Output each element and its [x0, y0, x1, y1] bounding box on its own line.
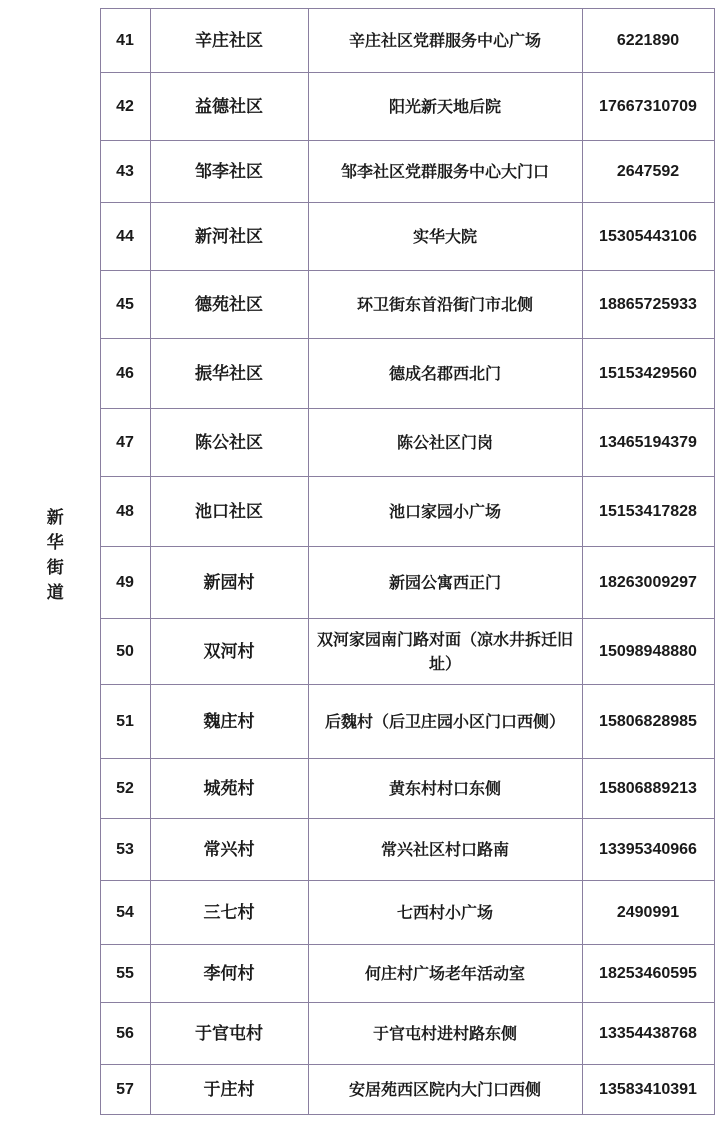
contact-phone: 2647592	[582, 141, 714, 203]
table-row	[6, 271, 714, 339]
document-page	[6, 8, 715, 1115]
contact-phone: 15305443106	[582, 203, 714, 271]
community-name: 新园村	[150, 547, 308, 619]
site-location: 邹李社区党群服务中心大门口	[308, 141, 582, 203]
community-name: 魏庄村	[150, 685, 308, 759]
row-number: 54	[100, 881, 150, 945]
site-table	[6, 8, 715, 1115]
row-number: 47	[100, 409, 150, 477]
site-location: 新园公寓西正门	[308, 547, 582, 619]
row-number: 45	[100, 271, 150, 339]
site-location: 实华大院	[308, 203, 582, 271]
contact-phone: 13395340966	[582, 819, 714, 881]
table-row	[6, 881, 714, 945]
contact-phone: 6221890	[582, 9, 714, 73]
contact-phone: 15153417828	[582, 477, 714, 547]
table-row	[6, 203, 714, 271]
contact-phone: 2490991	[582, 881, 714, 945]
site-location: 于官屯村进村路东侧	[308, 1003, 582, 1065]
row-number: 48	[100, 477, 150, 547]
row-number: 55	[100, 945, 150, 1003]
row-number: 43	[100, 141, 150, 203]
community-name: 于官屯村	[150, 1003, 308, 1065]
community-name: 池口社区	[150, 477, 308, 547]
street-name: 新华街道	[42, 508, 63, 608]
community-name: 三七村	[150, 881, 308, 945]
table-row	[6, 819, 714, 881]
community-name: 双河村	[150, 619, 308, 685]
site-location: 何庄村广场老年活动室	[308, 945, 582, 1003]
row-number: 56	[100, 1003, 150, 1065]
site-location: 安居苑西区院内大门口西侧	[308, 1065, 582, 1115]
site-location: 双河家园南门路对面（凉水井拆迁旧址）	[308, 619, 582, 685]
row-number: 44	[100, 203, 150, 271]
row-number: 52	[100, 759, 150, 819]
contact-phone: 15806889213	[582, 759, 714, 819]
site-location: 后魏村（后卫庄园小区门口西侧）	[308, 685, 582, 759]
contact-phone: 13354438768	[582, 1003, 714, 1065]
table-row	[6, 141, 714, 203]
community-name: 振华社区	[150, 339, 308, 409]
contact-phone: 15806828985	[582, 685, 714, 759]
table-row	[6, 619, 714, 685]
community-name: 益德社区	[150, 73, 308, 141]
table-row	[6, 409, 714, 477]
table-row	[6, 477, 714, 547]
community-name: 新河社区	[150, 203, 308, 271]
table-row	[6, 1065, 714, 1115]
community-name: 城苑村	[150, 759, 308, 819]
table-row	[6, 9, 714, 73]
contact-phone: 18263009297	[582, 547, 714, 619]
community-name: 辛庄社区	[150, 9, 308, 73]
contact-phone: 17667310709	[582, 73, 714, 141]
contact-phone: 13465194379	[582, 409, 714, 477]
site-location: 环卫街东首沿街门市北侧	[308, 271, 582, 339]
row-number: 50	[100, 619, 150, 685]
site-location: 池口家园小广场	[308, 477, 582, 547]
row-number: 42	[100, 73, 150, 141]
table-row	[6, 1003, 714, 1065]
contact-phone: 13583410391	[582, 1065, 714, 1115]
site-location: 常兴社区村口路南	[308, 819, 582, 881]
row-number: 57	[100, 1065, 150, 1115]
table-row	[6, 945, 714, 1003]
table-row	[6, 547, 714, 619]
community-name: 于庄村	[150, 1065, 308, 1115]
community-name: 常兴村	[150, 819, 308, 881]
table-row	[6, 759, 714, 819]
contact-phone: 18253460595	[582, 945, 714, 1003]
contact-phone: 15153429560	[582, 339, 714, 409]
row-number: 51	[100, 685, 150, 759]
community-name: 李何村	[150, 945, 308, 1003]
contact-phone: 15098948880	[582, 619, 714, 685]
community-name: 德苑社区	[150, 271, 308, 339]
row-number: 53	[100, 819, 150, 881]
site-location: 辛庄社区党群服务中心广场	[308, 9, 582, 73]
site-location: 德成名郡西北门	[308, 339, 582, 409]
table-row	[6, 339, 714, 409]
site-location: 七西村小广场	[308, 881, 582, 945]
row-number: 49	[100, 547, 150, 619]
street-cell	[6, 9, 100, 1115]
community-name: 陈公社区	[150, 409, 308, 477]
row-number: 46	[100, 339, 150, 409]
site-location: 陈公社区门岗	[308, 409, 582, 477]
community-name: 邹李社区	[150, 141, 308, 203]
site-location: 黄东村村口东侧	[308, 759, 582, 819]
contact-phone: 18865725933	[582, 271, 714, 339]
table-row	[6, 685, 714, 759]
row-number: 41	[100, 9, 150, 73]
site-location: 阳光新天地后院	[308, 73, 582, 141]
table-row	[6, 73, 714, 141]
